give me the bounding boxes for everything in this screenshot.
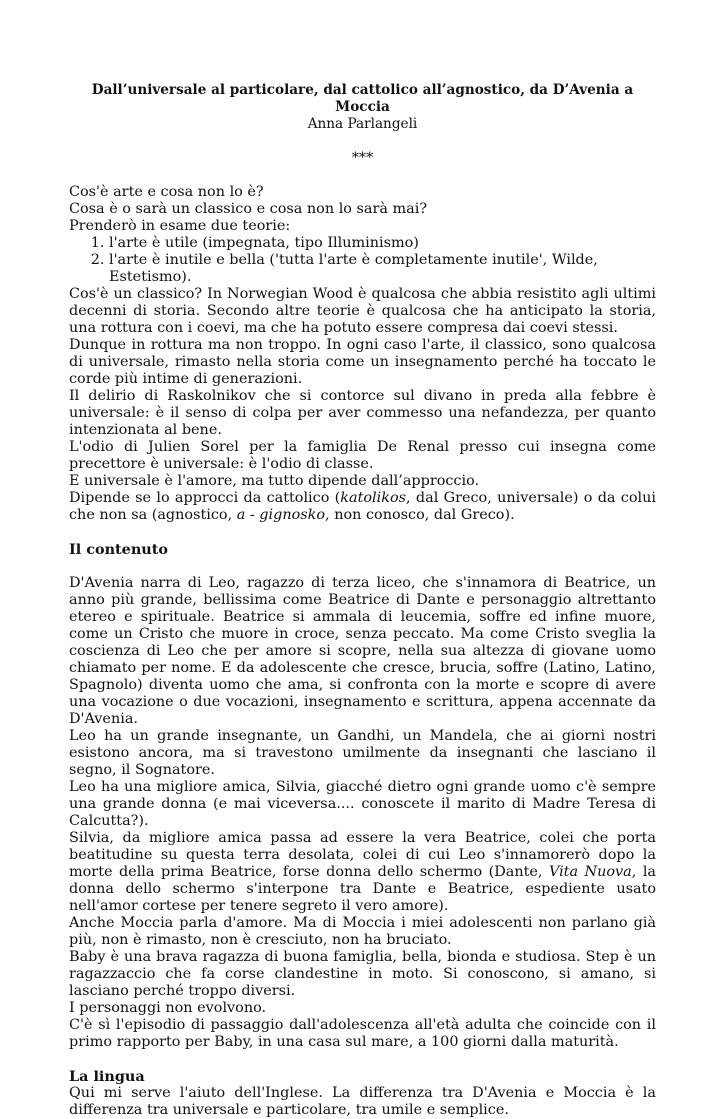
paragraph: E universale è l'amore, ma tutto dipende dall’approccio. <box>69 473 480 489</box>
theories-intro: Prenderò in esame due teorie: <box>69 218 291 234</box>
paragraph: Cos'è un classico? In Norwegian Wood è qualcosa che abbia resistito agli ultimi decenni di storia. Secondo altre teorie è qualcosa che ha anticipato la storia, una rottura con i coevi, ma che ha potuto essere compresa dai coevi stessi. <box>69 286 656 336</box>
paragraph: C'è sì l'episodio di passaggio dall'adolescenza all'età adulta che coincide con il primo rapporto per Baby, in una casa sul mare, a 100 giorni dalla maturità. <box>69 1017 656 1050</box>
question-classic: Cosa è o sarà un classico e cosa non lo sarà mai? <box>69 201 428 217</box>
paragraph: L'odio di Julien Sorel per la famiglia De Renal presso cui insegna come precettore è universale: è l'odio di classe. <box>69 439 656 472</box>
text-run: , dal Greco, universale) o da colui che non sa (agnostico, <box>69 490 656 523</box>
theory-item: 2. l'arte è inutile e bella ('tutta l'arte è completamente inutile', Wilde, Estetismo). <box>109 252 656 286</box>
paragraph <box>69 490 656 524</box>
text-run: Silvia, da migliore amica passa ad essere la vera Beatrice, colei che porta beatitudine su questa terra desolata, colei di cui Leo s'innamorerò dopo la morte della prima Beatrice, forse donna dello schermo (Dante, <box>69 830 656 880</box>
paragraph: Anche Moccia parla d'amore. Ma di Moccia i miei adolescenti non parlano già più, non è rimasto, non è cresciuto, non ha bruciato. <box>69 915 656 948</box>
italic-term: katolikos <box>340 490 407 506</box>
paragraph: Leo ha un grande insegnante, un Gandhi, un Mandela, che ai giorni nostri esistono ancora, ma si travestono umilmente da insegnanti che lasciano il segno, il Sognatore. <box>69 728 656 778</box>
section-heading-lingua: La lingua <box>69 1068 145 1085</box>
paragraph <box>69 830 656 915</box>
document-page <box>69 82 656 1119</box>
paragraph: D'Avenia narra di Leo, ragazzo di terza liceo, che s'innamora di Beatrice, un anno più grande, bellissima come Beatrice di Dante e personaggio altrettanto etereo e spirituale. Beatrice si ammala di leucemia, soffre ed infine muore, come un Cristo che muore in croce, senza peccato. Ma come Cristo sveglia la coscienza di Leo che per amore si scopre, nella sua altezza di giovane uomo chiamato per nome. E da adolescente che cresce, brucia, soffre (Latino, Latino, Spagnolo) diventa uomo che ama, si confronta con la morte e scopre di avere una vocazione o due vocazioni, insegnamento e scrittura, appena accennate da D'Avenia. <box>69 575 656 727</box>
section-separator: *** <box>351 150 374 166</box>
spacer <box>69 524 656 541</box>
theory-item: 1. l'arte è utile (impegnata, tipo Illuminismo) <box>109 235 656 252</box>
author-name: Anna Parlangeli <box>307 116 418 132</box>
paragraph: Qui mi serve l'aiuto dell'Inglese. La differenza tra D'Avenia e Moccia è la differenza tra universale e particolare, tra umile e semplice. <box>69 1085 656 1118</box>
text-run: , la donna dello schermo s'interpone tra Dante e Beatrice, espediente usato nell'amor cortese per tenere segreto il vero amore). <box>69 864 656 914</box>
spacer <box>69 167 656 184</box>
theories-list <box>69 235 656 286</box>
italic-term: a - gignosko <box>236 507 326 523</box>
paragraph: Leo ha una migliore amica, Silvia, giacché dietro ogni grande uomo c'è sempre una grande donna (e mai viceversa.... conoscete il marito di Madre Teresa di Calcutta?). <box>69 779 656 829</box>
paragraph: Baby è una brava ragazza di buona famiglia, bella, bionda e studiosa. Step è un ragazzaccio che fa corse clandestine in moto. Si conoscono, si amano, si lasciano perché troppo diversi. <box>69 949 656 999</box>
paragraph: I personaggi non evolvono. <box>69 1000 267 1016</box>
text-run: , non conosco, dal Greco). <box>325 507 515 523</box>
document-title: Dall’universale al particolare, dal cattolico all’agnostico, da D’Avenia a Moccia <box>91 82 634 115</box>
question-art: Cos'è arte e cosa non lo è? <box>69 184 264 200</box>
paragraph: Dunque in rottura ma non troppo. In ogni caso l'arte, il classico, sono qualcosa di universale, rimasto nella storia come un insegnamento perché ha toccato le corde più intime di generazioni. <box>69 337 656 387</box>
paragraph: Il delirio di Raskolnikov che si contorce sul divano in preda alla febbre è universale: è il senso di colpa per aver commesso una nefandezza, per quanto intenzionata al bene. <box>69 388 656 438</box>
italic-title: Vita Nuova <box>548 864 632 880</box>
text-run: Dipende se lo approcci da cattolico ( <box>69 490 341 506</box>
spacer <box>69 558 656 575</box>
section-heading-contenuto: Il contenuto <box>69 541 169 558</box>
spacer <box>69 1051 656 1068</box>
